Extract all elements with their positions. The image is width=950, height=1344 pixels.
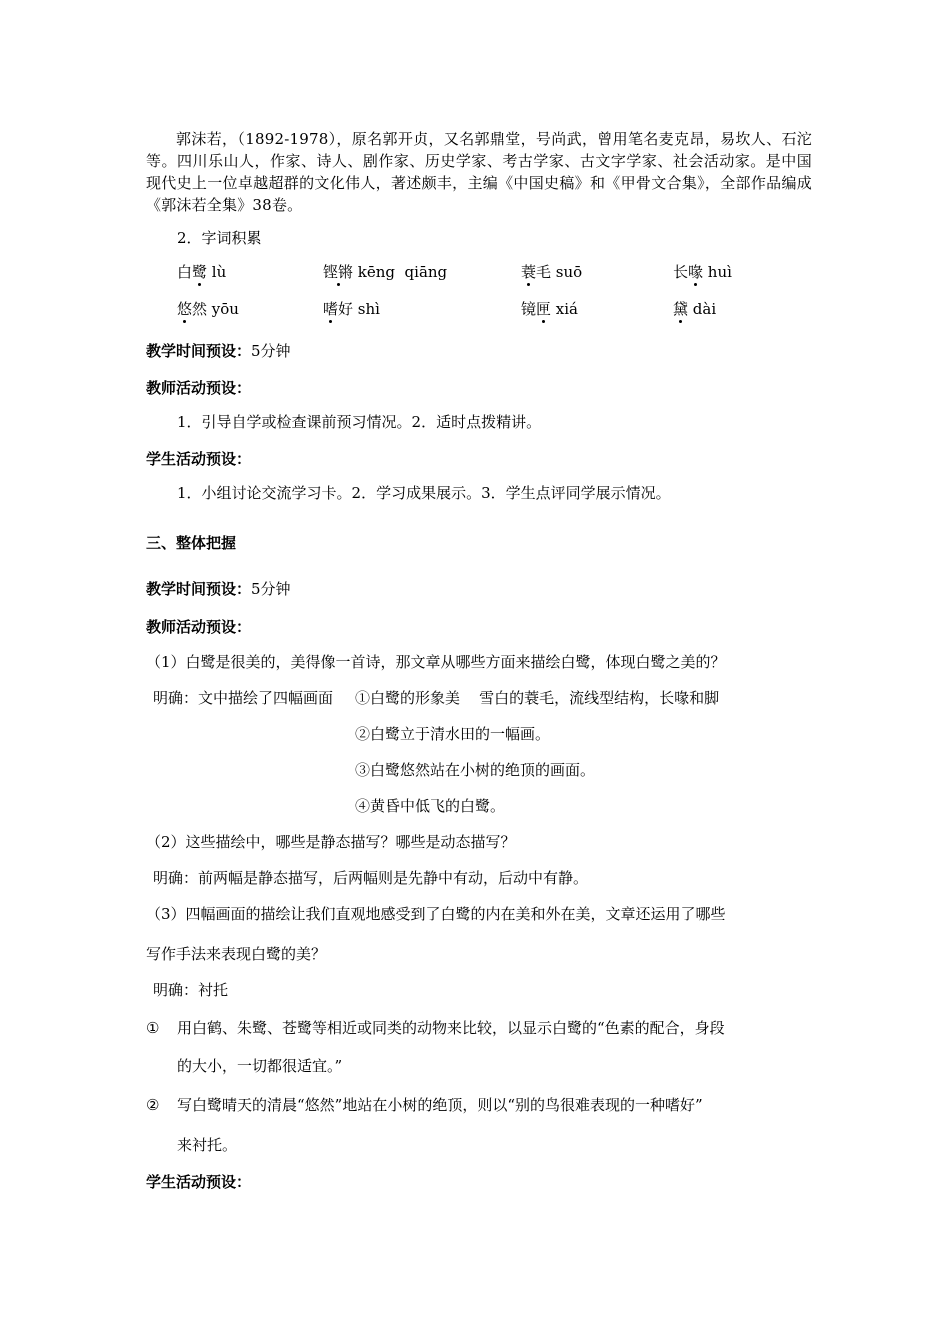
teaching-time-line: 教学时间预设：5分钟 [146, 580, 291, 598]
answer-2: 明确：前两幅是静态描写，后两幅则是先静中有动，后动中有静。 [153, 869, 589, 887]
question-1: （1）白鹭是很美的，美得像一首诗，那文章从哪些方面来描绘白鹭，体现白鹭之美的？ [146, 653, 726, 671]
vocab-section-title: 2．字词积累 [177, 229, 262, 247]
question-3-continued: 写作手法来表现白鹭的美？ [146, 945, 327, 963]
answer-1-item: ①白鹭的形象美 雪白的蓑毛，流线型结构，长喙和脚 [355, 689, 720, 707]
vocab-item: 白鹭 lù [177, 263, 227, 281]
point-2-number: ② [146, 1096, 160, 1114]
teacher-activity-label: 教师活动预设： [146, 379, 252, 397]
teacher-activity-text: 1．引导自学或检查课前预习情况。2．适时点拨精讲。 [177, 413, 542, 431]
point-1-text-continued: 的大小，一切都很适宜。” [177, 1057, 343, 1075]
answer-1-item: ②白鹭立于清水田的一幅画。 [355, 725, 551, 743]
vocab-item: 悠然 yōu [177, 300, 239, 318]
vocab-item: 黛 dài [673, 300, 717, 318]
vocab-item: 蓑毛 suō [521, 263, 583, 281]
point-1-text: 用白鹤、朱鹭、苍鹭等相近或同类的动物来比较，以显示白鹭的“色素的配合，身段 [177, 1019, 725, 1037]
student-activity-label: 学生活动预设： [146, 450, 252, 468]
teacher-activity-label: 教师活动预设： [146, 618, 252, 636]
answer-1-item: ③白鹭悠然站在小树的绝顶的画面。 [355, 761, 596, 779]
vocab-item: 长喙 huì [673, 263, 732, 281]
vocab-item: 镜匣 xiá [521, 300, 578, 318]
vocab-item: 嗜好 shì [323, 300, 380, 318]
author-intro-paragraph: 郭沫若，（1892-1978），原名郭开贞，又名郭鼎堂，号尚武，曾用笔名麦克昂，易坎人、石沱等。四川乐山人，作家、诗人、剧作家、历史学家、考古学家、古文字学家、社会活动家。是中国现代史上一位卓越超群的文化伟人，著述颇丰，主编《中国史稿》和《甲骨文合集》，全部作品编成《郭沫若全集》38卷。 [146, 130, 812, 214]
section-heading: 三、整体把握 [146, 534, 237, 552]
point-2-text: 写白鹭晴天的清晨“悠然”地站在小树的绝顶，则以“别的鸟很难表现的一种嗜好” [177, 1096, 703, 1114]
student-activity-text: 1．小组讨论交流学习卡。2．学习成果展示。3．学生点评同学展示情况。 [177, 484, 671, 502]
question-3: （3）四幅画面的描绘让我们直观地感受到了白鹭的内在美和外在美，文章还运用了哪些 [146, 905, 726, 923]
answer-1-lead: 明确：文中描绘了四幅画面 [153, 689, 334, 707]
student-activity-label: 学生活动预设： [146, 1173, 252, 1191]
answer-3: 明确：衬托 [153, 981, 229, 999]
vocab-item: 铿锵 kēng qiāng [323, 263, 448, 281]
question-2: （2）这些描绘中，哪些是静态描写？哪些是动态描写？ [146, 833, 516, 851]
point-2-text-continued: 来衬托。 [177, 1136, 238, 1154]
point-1-number: ① [146, 1019, 160, 1037]
teaching-time-line: 教学时间预设：5分钟 [146, 342, 291, 360]
answer-1-item: ④黄昏中低飞的白鹭。 [355, 797, 506, 815]
